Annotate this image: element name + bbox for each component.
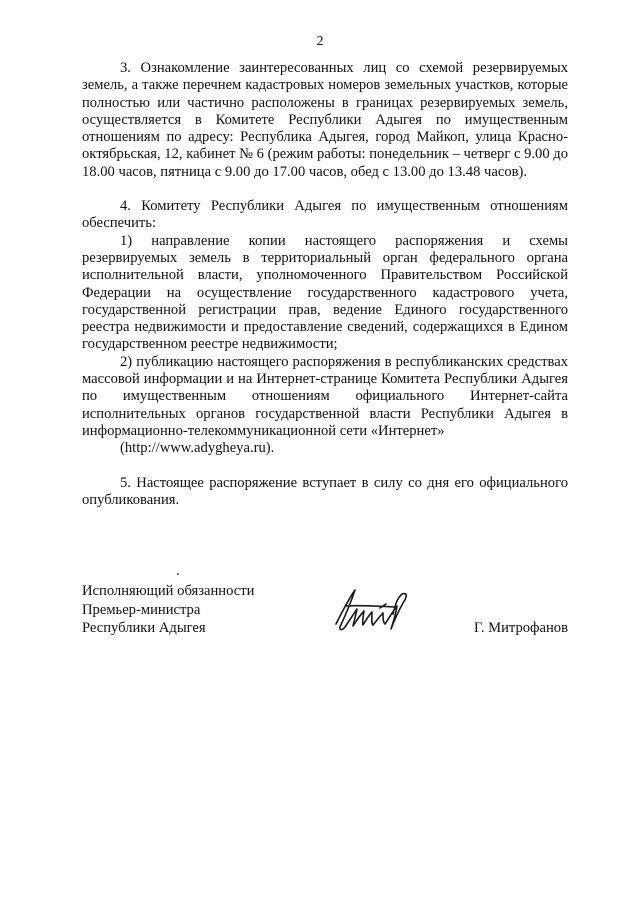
- paragraph-4-item-1: 1) направление копии настоящего распоряжения и схемы резервируемых земель в территориальный орган федерального органа исполнительной власти, уполномоченного Правительством Российской Федерации на осуществление государственного кадастрового учета, государственной регистрации прав, ведение Единого государственного реестра недвижимости и предоставление сведений, содержащихся в Едином государственном реестре недвижимости;: [82, 232, 568, 353]
- paragraph-3: 3. Ознакомление заинтересованных лиц со схемой резервируемых земель, а также перечнем кадастровых номеров земельных участков, которые полностью или частично расположены в границах резервируемых земель, осуществляется в Комитете Республики Адыгея по имущественным отношениям по адресу: Республика Адыгея, город Майкоп, улица Красно-октябрьская, 12, кабинет № 6 (режим работы: понедельник – четверг с 9.00 до 18.00 часов, пятница с 9.00 до 17.00 часов, обед с 13.00 до 13.48 часов).: [82, 60, 568, 180]
- handwritten-signature: [322, 582, 422, 642]
- document-body: [82, 60, 568, 509]
- signer-title-line-1: Исполняющий обязанности: [82, 583, 255, 599]
- page-number: 2: [316, 34, 324, 49]
- signer-title: [82, 582, 254, 638]
- paragraph-4: 4. Комитету Республики Адыгея по имущественным отношениям обеспечить:: [82, 198, 568, 232]
- signer-name: Г. Митрофанов: [474, 620, 568, 636]
- paragraph-4-item-2: 2) публикацию настоящего распоряжения в республиканских средствах массовой информации и на Интернет-странице Комитета Республики Адыгея по имущественным отношениям официального Интернет-сайта исполнительных органов государственной власти Республики Адыгея в информационно-телекоммуникационной сети «Интернет»: [82, 353, 568, 439]
- scan-dot: [177, 573, 179, 575]
- website-url: (http://www.adygheya.ru).: [120, 440, 275, 457]
- signer-title-line-2: Премьер-министра: [82, 601, 201, 618]
- signer-title-line-3: Республики Адыгея: [82, 620, 206, 636]
- signature-block: [82, 582, 568, 642]
- paragraph-5: 5. Настоящее распоряжение вступает в силу со дня его официального опубликования.: [82, 474, 568, 508]
